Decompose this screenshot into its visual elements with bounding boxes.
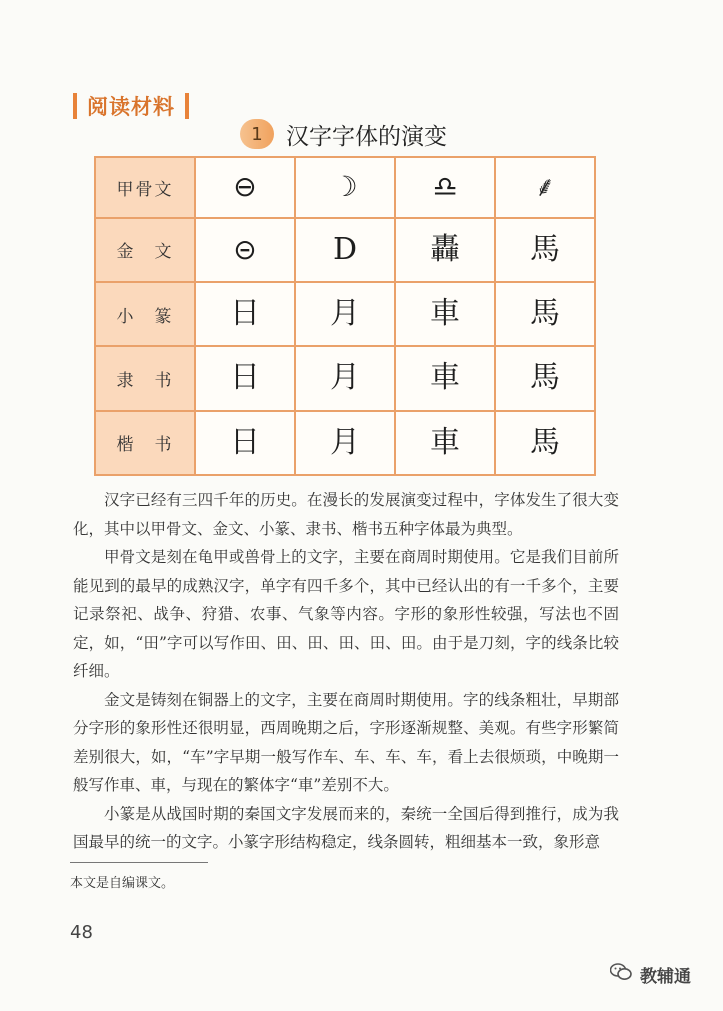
paragraph-intro: 汉字已经有三四千年的历史。在漫长的发展演变过程中，字体发生了很大变化，其中以甲骨文、金文、小篆、隶书、楷书五种字体最为典型。 [73,491,619,538]
glyph-cell [295,411,395,475]
oracle-moon-glyph: ☽ [332,170,358,204]
footnote: 本文是自编课文。 [70,876,175,891]
table-row [95,411,595,475]
oracle-sun-glyph: ⊖ [233,170,257,204]
table-row [95,346,595,410]
glyph-cell [495,411,595,475]
lesson-title [240,117,447,151]
glyph-cell [395,157,495,218]
regular-sun-glyph: 日 [230,424,260,460]
watermark-text: 教辅通 [640,967,691,987]
glyph-cell [195,411,295,475]
row-header: 小 篆 [95,282,195,346]
page-number: 48 [70,922,93,943]
seal-sun-glyph: 日 [230,296,260,332]
glyph-cell [295,282,395,346]
paragraph-bronze: 金文是铸刻在铜器上的文字，主要在商周时期使用。字的线条粗壮，早期部分字形的象形性还很明显，西周晚期之后，字形逐渐规整、美观。有些字形繁简差别很大，如，“车”字早期一般写作车、车、车、车，看上去很烦琐，中晚期一般写作車、車，与现在的繁体字“車”差别不大。 [73,690,619,794]
bronze-moon-glyph: D [332,231,358,267]
seal-horse-glyph: 馬 [530,296,560,332]
bronze-cart-glyph: 轟 [430,231,460,267]
paragraph-seal: 小篆是从战国时期的秦国文字发展而来的，秦统一全国后得到推行，成为我国最早的统一的文字。小篆字形结构稳定，线条圆转，粗细基本一致，象形意 [73,804,619,851]
row-header: 楷 书 [95,411,195,475]
glyph-cell [195,282,295,346]
glyph-cell [295,157,395,218]
watermark [610,962,691,987]
glyph-cell [195,346,295,410]
glyph-cell [395,346,495,410]
section-bar-right [185,93,189,119]
regular-cart-glyph: 車 [430,424,460,460]
glyph-cell [495,282,595,346]
table-row [95,157,595,218]
glyph-cell [395,282,495,346]
table-row [95,218,595,282]
regular-horse-glyph: 馬 [530,424,560,460]
glyph-cell [195,157,295,218]
section-label: 阅读材料 [87,95,175,119]
clerical-moon-glyph: 月 [330,360,360,396]
bronze-sun-glyph: ⊝ [233,232,257,266]
glyph-cell [395,218,495,282]
lesson-number-badge: 1 [240,119,274,149]
glyph-cell [395,411,495,475]
wechat-icon [610,963,632,986]
seal-moon-glyph: 月 [330,296,360,332]
paragraph-oracle-bone: 甲骨文是刻在龟甲或兽骨上的文字，主要在商周时期使用。它是我们目前所能见到的最早的成熟汉字，单字有四千多个，其中已经认出的有一千多个，主要记录祭祀、战争、狩猎、农事、气象等内容。字形的象形性较强，写法也不固定，如，“田”字可以写作田、田、田、田、田、田。由于是刀刻，字的线条比较纤细。 [73,548,619,680]
row-header: 金 文 [95,218,195,282]
oracle-horse-glyph: ⸙ [534,170,556,204]
clerical-sun-glyph: 日 [230,360,260,396]
glyph-cell [495,157,595,218]
regular-moon-glyph: 月 [330,424,360,460]
script-evolution-table [94,156,596,476]
footnote-divider [70,862,208,863]
seal-cart-glyph: 車 [430,296,460,332]
glyph-cell [295,218,395,282]
table-row [95,282,595,346]
clerical-cart-glyph: 車 [430,360,460,396]
glyph-cell [195,218,295,282]
glyph-cell [495,346,595,410]
row-header: 甲骨文 [95,157,195,218]
glyph-cell [295,346,395,410]
oracle-cart-glyph: ♎ [432,170,458,204]
bronze-horse-glyph: 馬 [530,231,560,267]
lesson-title-text: 汉字字体的演变 [286,123,447,150]
section-tag [73,92,189,120]
clerical-horse-glyph: 馬 [530,360,560,396]
row-header: 隶 书 [95,346,195,410]
glyph-cell [495,218,595,282]
body-text [73,486,619,857]
